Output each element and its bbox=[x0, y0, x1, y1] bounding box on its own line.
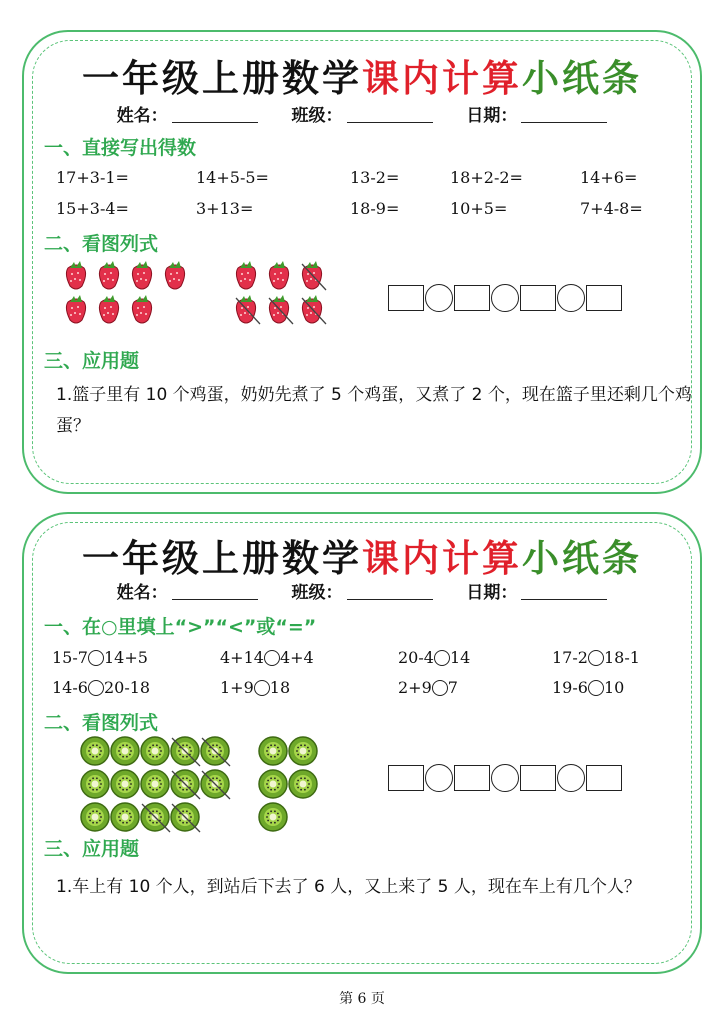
operator-circle[interactable] bbox=[557, 284, 585, 312]
name-blank[interactable] bbox=[172, 106, 258, 123]
strawberry-icon bbox=[269, 295, 293, 324]
card-title bbox=[24, 528, 700, 582]
kiwi-icon bbox=[141, 737, 169, 765]
compare-circle[interactable] bbox=[88, 650, 104, 666]
strawberry-icon bbox=[236, 295, 260, 324]
class-label: 班级： bbox=[291, 106, 343, 126]
kiwi-icon bbox=[259, 737, 287, 765]
operator-circle[interactable] bbox=[557, 764, 585, 792]
name-label: 姓名： bbox=[116, 583, 168, 603]
compare-problem: 19-6 10 bbox=[552, 678, 625, 697]
strawberry-icon bbox=[99, 261, 118, 289]
kiwi-picture bbox=[80, 736, 340, 836]
kiwi-icon bbox=[171, 770, 200, 799]
operator-circle[interactable] bbox=[425, 764, 453, 792]
kiwi-icon bbox=[81, 737, 109, 765]
answer-box[interactable] bbox=[454, 285, 490, 311]
card-title bbox=[24, 48, 700, 102]
word-problem: 1.车上有 10 个人，到站后下去了 6 人，又上来了 5 人，现在车上有几个人？ bbox=[56, 877, 641, 897]
compare-circle[interactable] bbox=[254, 680, 270, 696]
kiwi-icon bbox=[201, 737, 230, 766]
strawberry-icon bbox=[132, 261, 151, 289]
kiwi-icon bbox=[201, 770, 230, 799]
page-number: 第 6 页 bbox=[339, 991, 385, 1007]
compare-problem: 20-4 14 bbox=[398, 648, 471, 667]
title-part-3: 小纸条 bbox=[522, 56, 642, 100]
date-label: 日期： bbox=[466, 583, 518, 603]
title-part-2: 课内计算 bbox=[362, 536, 522, 580]
title-part-2: 课内计算 bbox=[362, 56, 522, 100]
kiwi-icon bbox=[171, 737, 200, 766]
kiwi-icon bbox=[81, 803, 109, 831]
kiwi-icon bbox=[81, 770, 109, 798]
class-blank[interactable] bbox=[347, 583, 433, 600]
answer-boxes bbox=[388, 764, 622, 792]
kiwi-icon bbox=[111, 770, 139, 798]
date-label: 日期： bbox=[466, 106, 518, 126]
answer-box[interactable] bbox=[454, 765, 490, 791]
title-part-3: 小纸条 bbox=[522, 536, 642, 580]
section-heading-1: 一、在○里填上“>”“<”或“=” bbox=[44, 616, 317, 638]
answer-box[interactable] bbox=[520, 765, 556, 791]
strawberry-icon bbox=[269, 261, 288, 289]
word-problem: 1.篮子里有 10 个鸡蛋，奶奶先煮了 5 个鸡蛋，又煮了 2 个，现在篮子里还剩几个鸡蛋？ bbox=[56, 385, 692, 436]
worksheet-card-1 bbox=[22, 30, 702, 494]
answer-box[interactable] bbox=[520, 285, 556, 311]
compare-circle[interactable] bbox=[432, 680, 448, 696]
problem: 18-9= bbox=[350, 199, 400, 218]
compare-circle[interactable] bbox=[434, 650, 450, 666]
class-blank[interactable] bbox=[347, 106, 433, 123]
compare-problem: 17-2 18-1 bbox=[552, 648, 640, 667]
strawberry-icon bbox=[99, 295, 118, 323]
operator-circle[interactable] bbox=[491, 284, 519, 312]
answer-box[interactable] bbox=[586, 765, 622, 791]
kiwi-icon bbox=[289, 770, 317, 798]
section-heading-3: 三、应用题 bbox=[44, 350, 140, 372]
problem: 10+5= bbox=[450, 199, 508, 218]
strawberry-icon bbox=[165, 261, 184, 289]
answer-boxes bbox=[388, 284, 622, 312]
title-part-1: 一年级上册数学 bbox=[82, 536, 362, 580]
problem: 18+2-2= bbox=[450, 168, 523, 187]
kiwi-icon bbox=[259, 770, 287, 798]
compare-circle[interactable] bbox=[588, 680, 604, 696]
compare-problem: 2+9 7 bbox=[398, 678, 458, 697]
answer-box[interactable] bbox=[586, 285, 622, 311]
student-info bbox=[24, 578, 700, 603]
strawberry-icon bbox=[66, 295, 85, 323]
strawberry-icon bbox=[132, 295, 151, 323]
answer-box[interactable] bbox=[388, 765, 424, 791]
kiwi-icon bbox=[111, 803, 139, 831]
compare-circle[interactable] bbox=[264, 650, 280, 666]
name-label: 姓名： bbox=[116, 106, 168, 126]
section-heading-2: 二、看图列式 bbox=[44, 233, 159, 255]
date-blank[interactable] bbox=[521, 583, 607, 600]
strawberry-icon bbox=[302, 261, 326, 290]
date-blank[interactable] bbox=[521, 106, 607, 123]
section-heading-3: 三、应用题 bbox=[44, 838, 140, 860]
compare-circle[interactable] bbox=[588, 650, 604, 666]
section-heading-1: 一、直接写出得数 bbox=[44, 137, 197, 159]
kiwi-icon bbox=[289, 737, 317, 765]
operator-circle[interactable] bbox=[491, 764, 519, 792]
problem: 3+13= bbox=[196, 199, 254, 218]
kiwi-icon bbox=[111, 737, 139, 765]
name-blank[interactable] bbox=[172, 583, 258, 600]
kiwi-icon bbox=[171, 803, 200, 832]
strawberry-icon bbox=[66, 261, 85, 289]
student-info bbox=[24, 101, 700, 126]
compare-circle[interactable] bbox=[88, 680, 104, 696]
problem: 17+3-1= bbox=[56, 168, 129, 187]
strawberry-icon bbox=[236, 261, 255, 289]
strawberry-picture bbox=[64, 260, 354, 332]
kiwi-icon bbox=[141, 803, 170, 832]
kiwi-icon bbox=[141, 770, 169, 798]
compare-problem: 14-6 20-18 bbox=[52, 678, 151, 697]
strawberry-icon bbox=[302, 295, 326, 324]
kiwi-icon bbox=[259, 803, 287, 831]
problem: 13-2= bbox=[350, 168, 400, 187]
problem: 14+6= bbox=[580, 168, 638, 187]
operator-circle[interactable] bbox=[425, 284, 453, 312]
problem: 14+5-5= bbox=[196, 168, 269, 187]
class-label: 班级： bbox=[291, 583, 343, 603]
title-part-1: 一年级上册数学 bbox=[82, 56, 362, 100]
compare-problem: 1+9 18 bbox=[220, 678, 291, 697]
problem: 7+4-8= bbox=[580, 199, 643, 218]
compare-problem: 4+14 4+4 bbox=[220, 648, 314, 667]
section-heading-2: 二、看图列式 bbox=[44, 712, 159, 734]
answer-box[interactable] bbox=[388, 285, 424, 311]
worksheet-card-2 bbox=[22, 512, 702, 974]
problem: 15+3-4= bbox=[56, 199, 129, 218]
compare-problem: 15-7 14+5 bbox=[52, 648, 148, 667]
